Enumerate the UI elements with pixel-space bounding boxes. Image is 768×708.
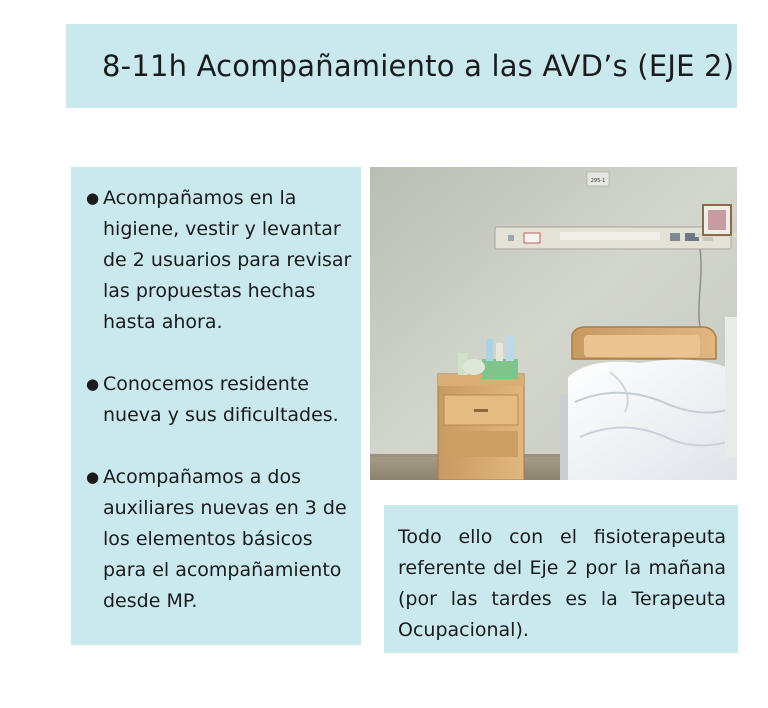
list-item-text: Acompañamos en la higiene, vestir y levantar de 2 usuarios para revisar las propuestas hechas hasta ahora.	[103, 187, 352, 333]
list-item	[86, 462, 353, 617]
room-sign-text: 295-1	[590, 178, 606, 184]
bullet-icon: ●	[86, 468, 100, 486]
activities-panel	[71, 167, 361, 645]
note-text: Todo ello con el fisioterapeuta referente del Eje 2 por la mañana (por las tardes es la Terapeuta Ocupacional).	[398, 526, 726, 641]
note-panel	[384, 505, 738, 653]
bullet-icon: ●	[86, 189, 100, 207]
slide-title: 8-11h Acompañamiento a las AVD’s (EJE 2)	[102, 49, 735, 83]
list-item	[86, 183, 353, 338]
room-photo	[370, 167, 737, 480]
list-item	[86, 369, 353, 431]
list-item-text: Acompañamos a dos auxiliares nuevas en 3 de los elementos básicos para el acompañamiento desde MP.	[103, 466, 347, 612]
bullet-icon: ●	[86, 375, 100, 393]
title-banner	[66, 24, 737, 108]
list-item-text: Conocemos residente nueva y sus dificultades.	[103, 373, 339, 426]
